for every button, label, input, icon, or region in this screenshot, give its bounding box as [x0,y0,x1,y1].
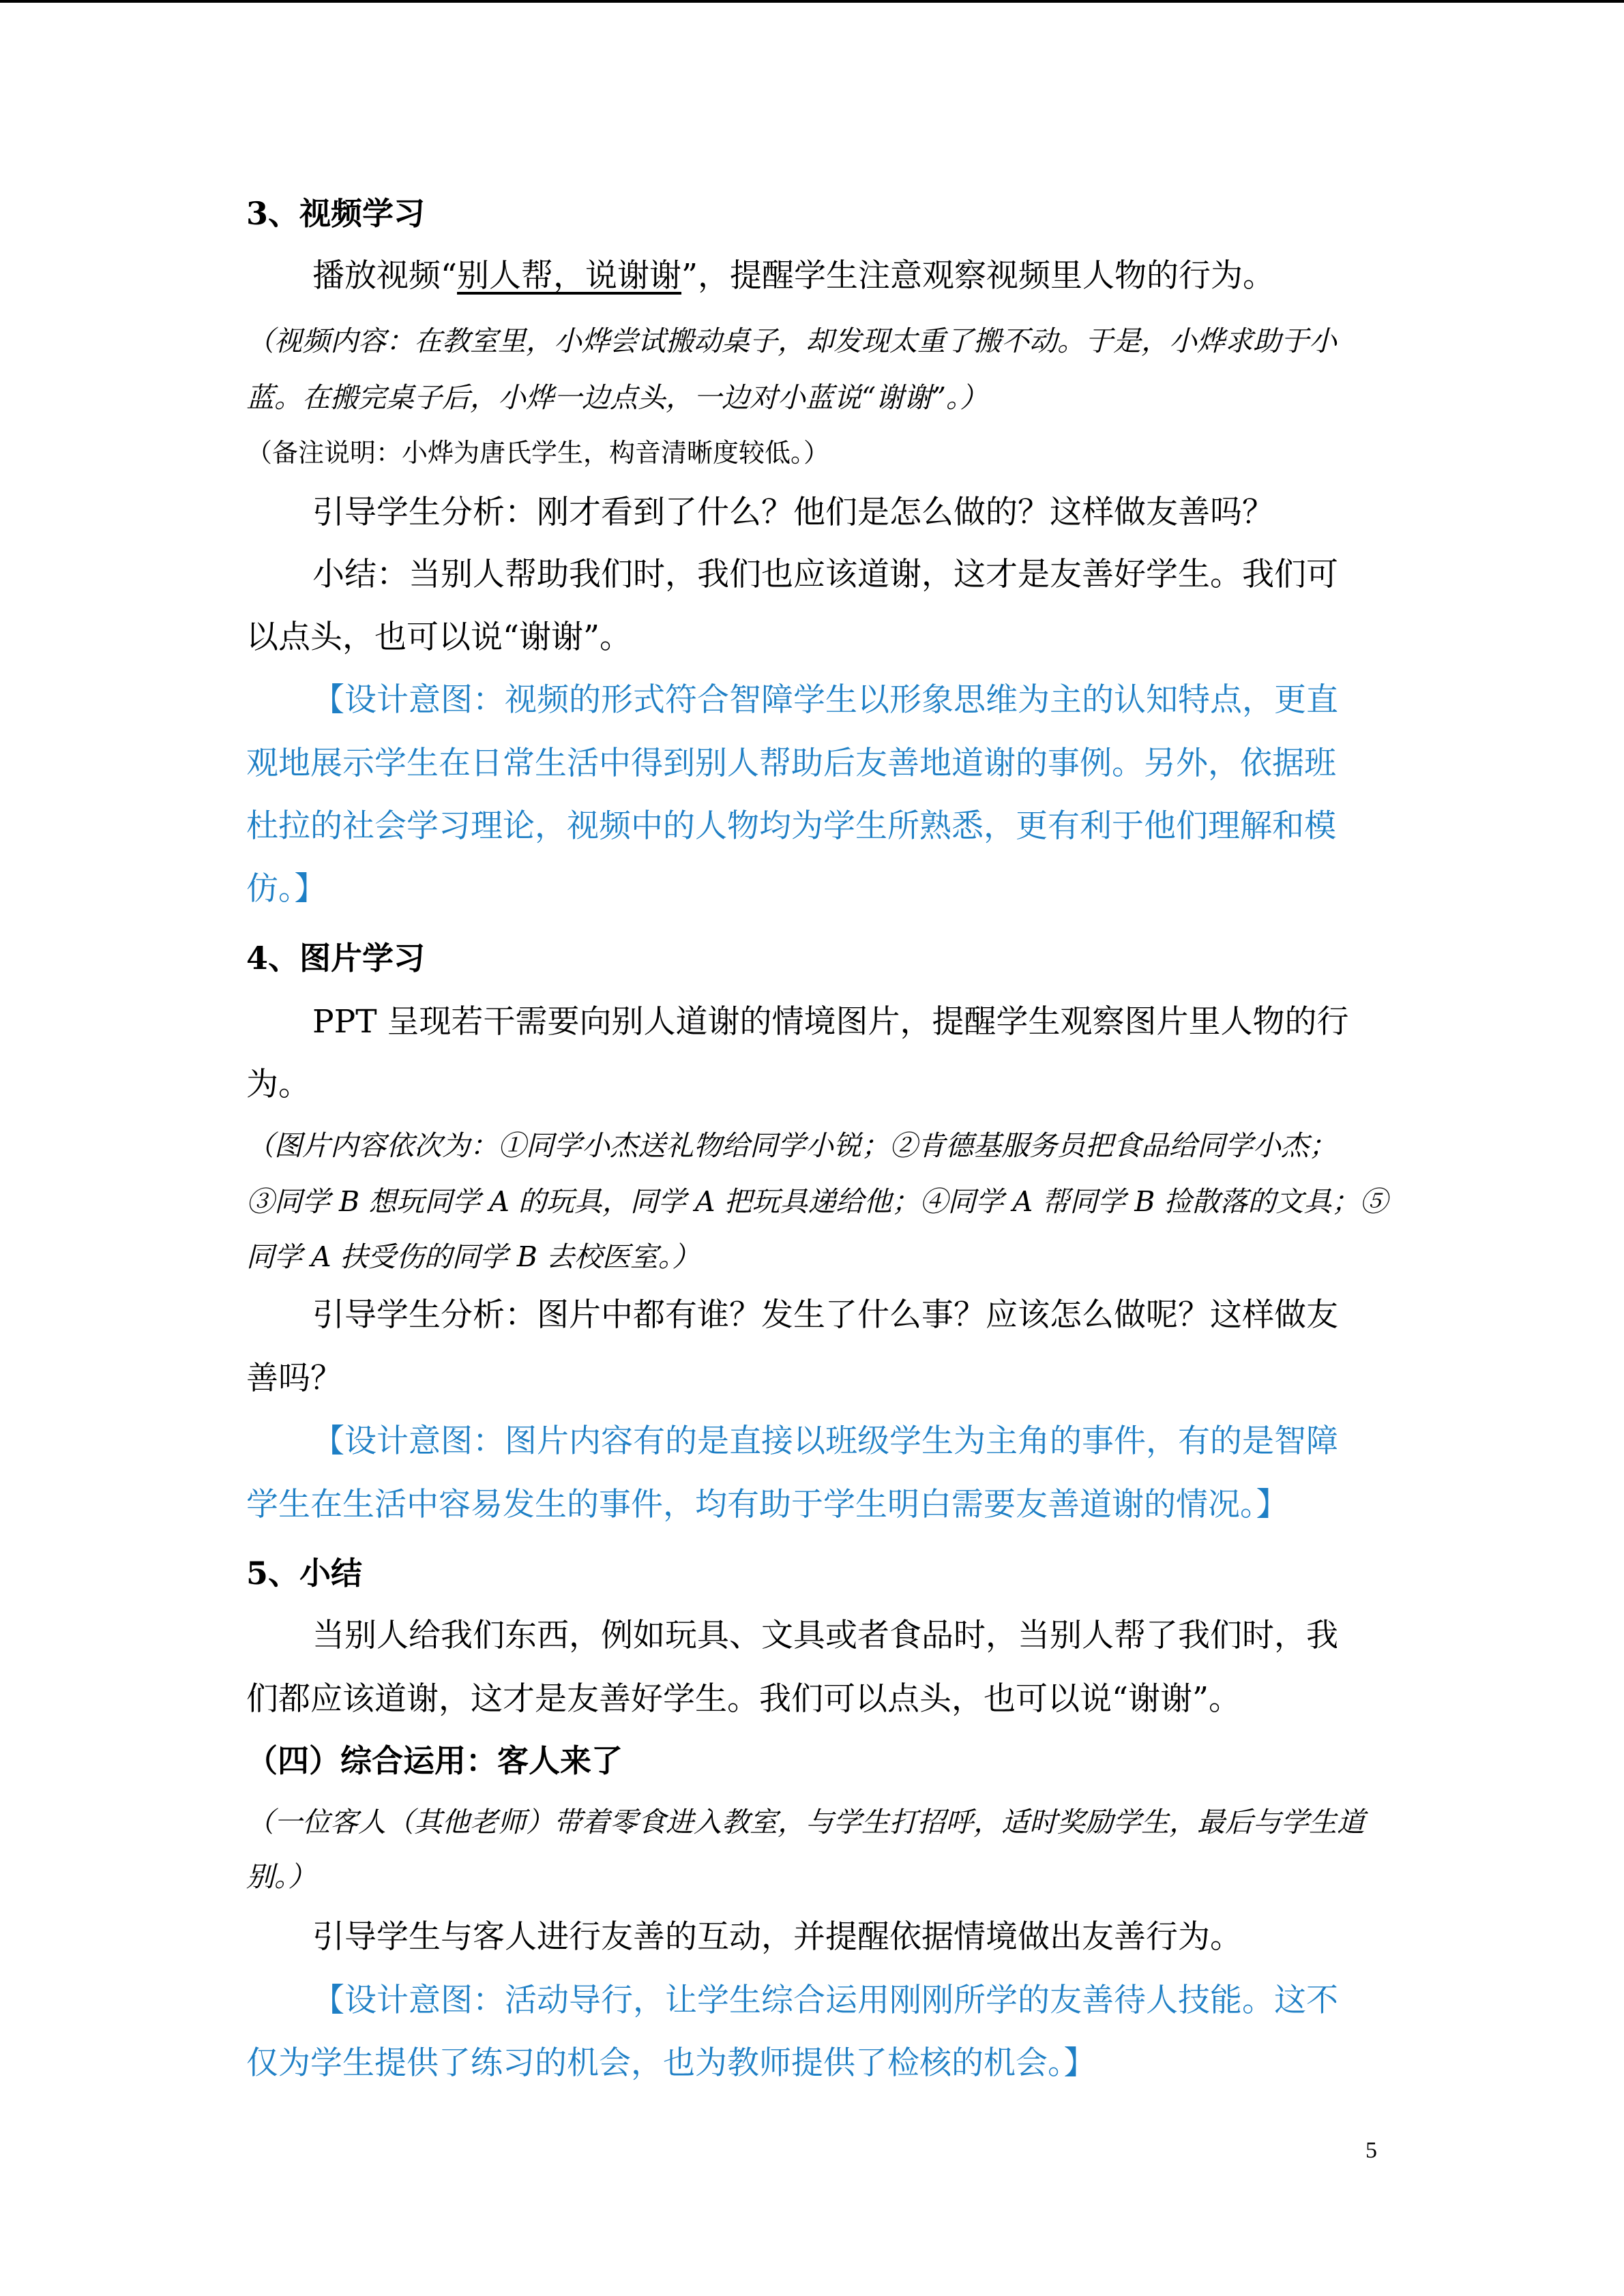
heading-picture-learning: 4、图片学习 [246,940,426,976]
heading-video-learning: 3、视频学习 [246,195,426,232]
picture-content-note-line-3: 同学 A 扶受伤的同学 B 去校医室。） [246,1240,700,1273]
picture-guide-line-2: 善吗？ [246,1360,342,1397]
video-guide-question: 引导学生分析：刚才看到了什么？他们是怎么做的？这样做友善吗？ [312,494,1274,531]
top-border-rule [0,0,1624,3]
summary-line-2: 们都应该道谢，这才是友善好学生。我们可以点头，也可以说“谢谢”。 [246,1680,1241,1718]
picture-design-intent-line-2: 学生在生活中容易发生的事件，均有助于学生明白需要友善道谢的情况。】 [246,1486,1288,1523]
heading-application: （四）综合运用：客人来了 [246,1742,623,1779]
application-design-intent-line-2: 仅为学生提供了练习的机会，也为教师提供了检核的机会。】 [246,2044,1096,2082]
video-intro-prefix: 播放视频“ [312,257,458,295]
picture-content-note-line-1: （图片内容依次为：①同学小杰送礼物给同学小锐；②肯德基服务员把食品给同学小杰； [246,1129,1337,1162]
video-design-intent-line-1: 【设计意图：视频的形式符合智障学生以形象思维为主的认知特点，更直 [312,681,1338,719]
video-intro-paragraph [312,257,1275,295]
application-design-intent-line-1: 【设计意图：活动导行，让学生综合运用刚刚所学的友善待人技能。这不 [312,1982,1338,2019]
video-remark: （备注说明：小烨为唐氏学生，构音清晰度较低。） [246,438,830,468]
video-title: 别人帮，说谢谢 [457,257,682,295]
picture-guide-line-1: 引导学生分析：图片中都有谁？发生了什么事？应该怎么做呢？这样做友 [312,1296,1338,1334]
application-guide: 引导学生与客人进行友善的互动，并提醒依据情境做出友善行为。 [312,1918,1242,1956]
picture-content-note-line-2: ③同学 B 想玩同学 A 的玩具，同学 A 把玩具递给他；④同学 A 帮同学 B 捡散落的文具；⑤ [246,1185,1388,1218]
video-design-intent-line-3: 杜拉的社会学习理论，视频中的人物均为学生所熟悉，更有利于他们理解和模 [246,807,1336,845]
video-content-note-line-2: 蓝。在搬完桌子后，小烨一边点头，一边对小蓝说“谢谢”。） [246,381,988,414]
heading-summary: 5、小结 [246,1555,363,1592]
picture-intro-line-1: PPT 呈现若干需要向别人道谢的情境图片，提醒学生观察图片里人物的行 [312,1003,1349,1041]
video-content-note-line-1: （视频内容：在教室里，小烨尝试搬动桌子，却发现太重了搬不动。于是，小烨求助于小 [246,325,1337,357]
video-intro-suffix: ”，提醒学生注意观察视频里人物的行为。 [681,257,1275,295]
application-content-note-line-2: 别。） [246,1860,316,1893]
picture-intro-line-2: 为。 [246,1066,310,1103]
application-content-note-line-1: （一位客人（其他老师）带着零食进入教室，与学生打招呼，适时奖励学生，最后与学生道 [246,1806,1365,1838]
video-design-intent-line-4: 仿。】 [246,870,327,908]
picture-design-intent-line-1: 【设计意图：图片内容有的是直接以班级学生为主角的事件，有的是智障 [312,1422,1338,1460]
video-design-intent-line-2: 观地展示学生在日常生活中得到别人帮助后友善地道谢的事例。另外，依据班 [246,745,1336,782]
summary-line-1: 当别人给我们东西，例如玩具、文具或者食品时，当别人帮了我们时，我 [312,1617,1338,1654]
page-number: 5 [1365,2138,1377,2163]
video-summary-line-1: 小结：当别人帮助我们时，我们也应该道谢，这才是友善好学生。我们可 [312,556,1338,593]
video-summary-line-2: 以点头，也可以说“谢谢”。 [246,618,632,656]
